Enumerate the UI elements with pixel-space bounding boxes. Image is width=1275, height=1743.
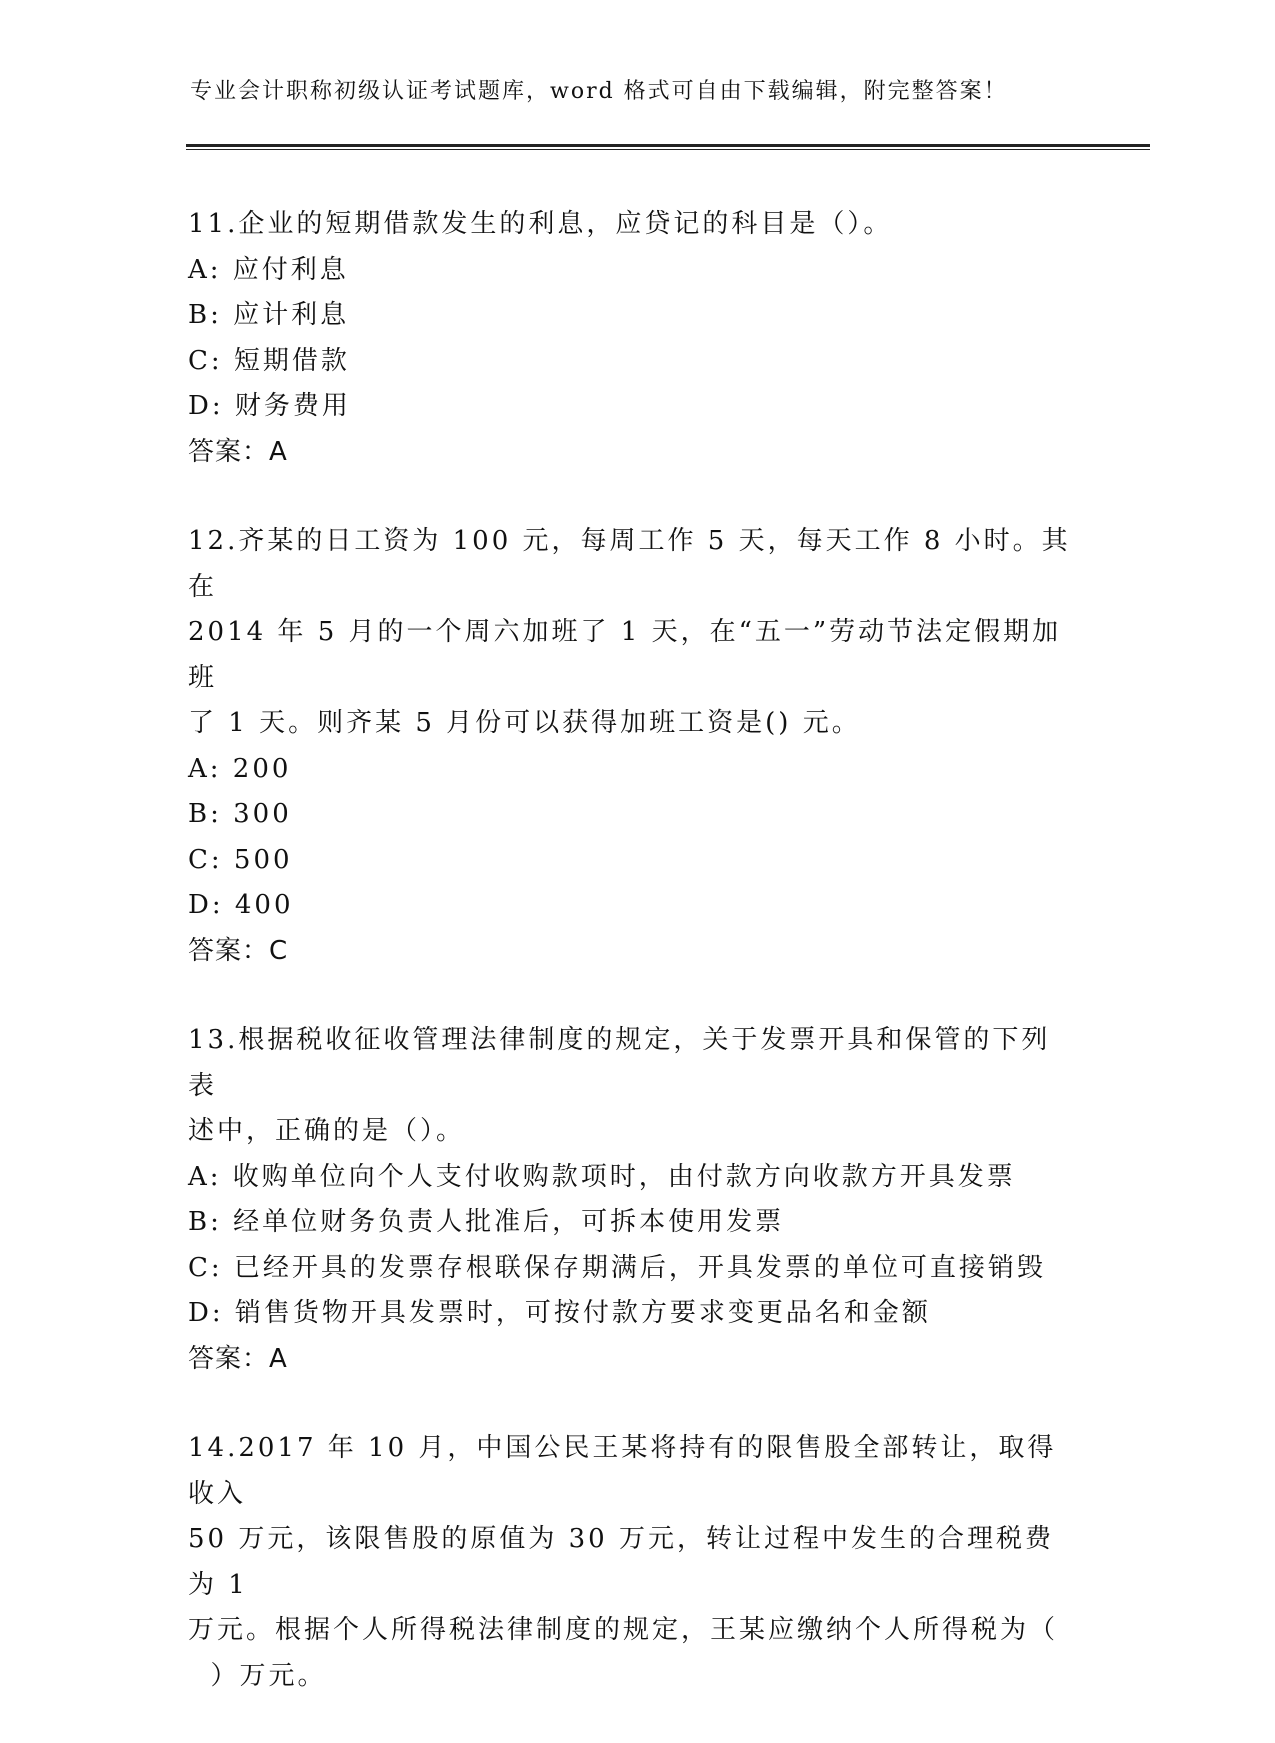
question-stem-line: 述中，正确的是（）。 bbox=[188, 1116, 466, 1146]
question-14 bbox=[188, 1426, 1078, 1699]
answer-label: 答案：A bbox=[188, 436, 288, 467]
question-stem-line: 2014 年 5 月的一个周六加班了 1 天，在“五一”劳动节法定假期加班 bbox=[188, 617, 1062, 693]
question-13 bbox=[188, 1018, 1078, 1382]
question-12 bbox=[188, 519, 1078, 974]
question-11 bbox=[188, 202, 1078, 475]
option-a: A: 收购单位向个人支付收购款项时，由付款方向收款方开具发票 bbox=[188, 1161, 1016, 1192]
option-b: B: 应计利息 bbox=[188, 300, 350, 330]
option-c: C: 已经开具的发票存根联保存期满后，开具发票的单位可直接销毁 bbox=[188, 1252, 1046, 1283]
option-b: B: 经单位财务负责人批准后，可拆本使用发票 bbox=[188, 1207, 785, 1237]
question-stem-line: 12.齐某的日工资为 100 元，每周工作 5 天，每天工作 8 小时。其在 bbox=[188, 526, 1071, 602]
header-divider bbox=[186, 144, 1150, 150]
question-stem-line: 了 1 天。则齐某 5 月份可以获得加班工资是() 元。 bbox=[188, 708, 861, 738]
question-stem-line: ）万元。 bbox=[188, 1660, 327, 1691]
question-stem-line: 50 万元，该限售股的原值为 30 万元，转让过程中发生的合理税费为 1 bbox=[188, 1524, 1054, 1600]
option-d: D: 销售货物开具发票时，可按付款方要求变更品名和金额 bbox=[188, 1298, 931, 1328]
answer-label: 答案：C bbox=[188, 935, 289, 966]
option-c: C: 短期借款 bbox=[188, 345, 350, 376]
option-b: B: 300 bbox=[188, 799, 292, 829]
option-d: D: 财务费用 bbox=[188, 391, 351, 421]
option-c: C: 500 bbox=[188, 844, 293, 875]
option-a: A: 应付利息 bbox=[188, 254, 349, 285]
document-header: 专业会计职称初级认证考试题库，word 格式可自由下载编辑，附完整答案！ bbox=[190, 79, 1008, 104]
option-a: A: 200 bbox=[188, 753, 292, 784]
question-stem: 11.企业的短期借款发生的利息，应贷记的科目是（）。 bbox=[188, 209, 893, 239]
question-stem-line: 万元。根据个人所得税法律制度的规定，王某应缴纳个人所得税为（ bbox=[188, 1615, 1059, 1645]
question-stem-line: 13.根据税收征收管理法律制度的规定，关于发票开具和保管的下列表 bbox=[188, 1025, 1051, 1101]
option-d: D: 400 bbox=[188, 890, 294, 920]
question-list bbox=[188, 202, 1078, 1743]
question-stem-line: 14.2017 年 10 月，中国公民王某将持有的限售股全部转让，取得收入 bbox=[188, 1433, 1057, 1509]
answer-label: 答案：A bbox=[188, 1343, 288, 1374]
